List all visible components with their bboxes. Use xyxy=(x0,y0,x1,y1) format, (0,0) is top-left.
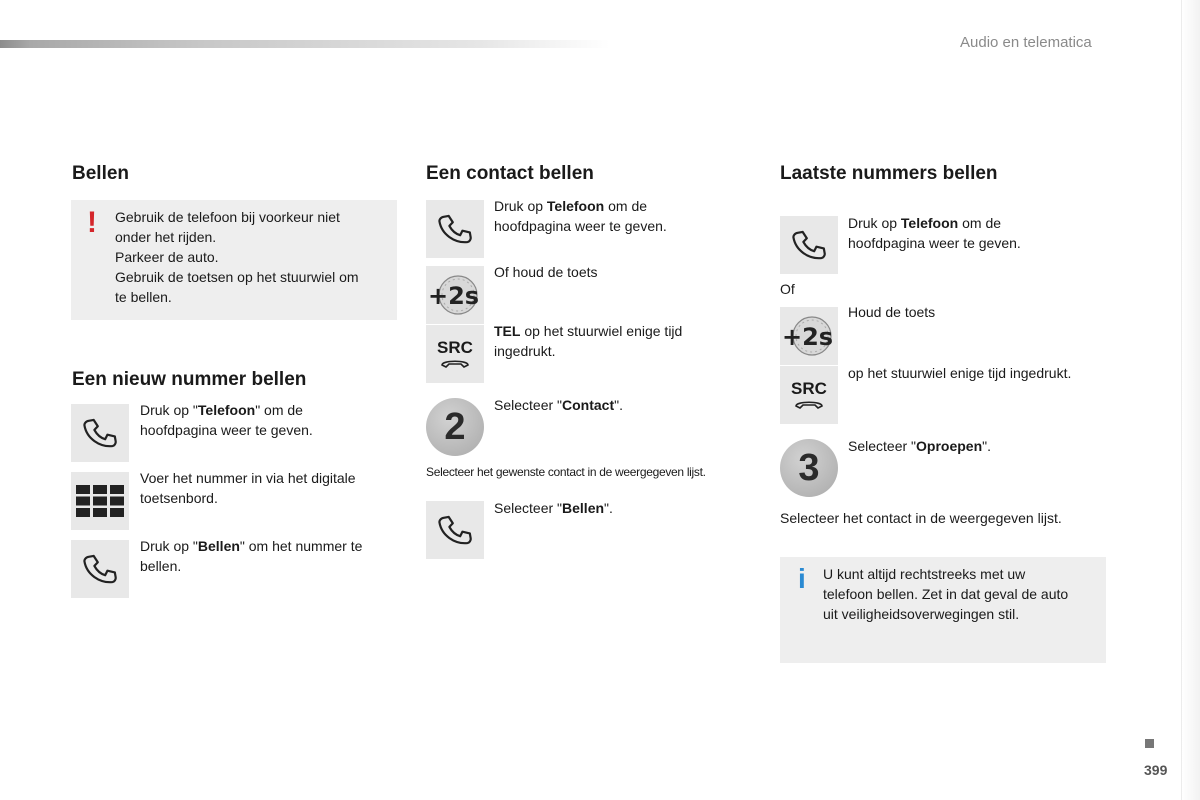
info-icon: i xyxy=(798,563,806,594)
step-number-3: 3 xyxy=(780,439,838,497)
section-title: Audio en telematica xyxy=(960,34,1092,51)
src-tel-icon: SRC xyxy=(780,366,838,424)
heading-bellen: Bellen xyxy=(72,163,130,184)
svg-text:+2s: +2s xyxy=(782,323,834,351)
phone-icon xyxy=(71,404,129,462)
of-label: Of xyxy=(780,281,795,297)
note-contact-lijst: Selecteer het contact in de weergegeven lijst. xyxy=(780,510,1062,526)
step-stuurwiel: op het stuurwiel enige tijd ingedrukt. xyxy=(848,365,1072,381)
step-telefoon: Druk op Telefoon om de hoofdpagina weer te geven. xyxy=(494,198,667,234)
step-selecteer-contact: Selecteer "Contact". xyxy=(494,397,623,413)
phone-icon xyxy=(71,540,129,598)
phone-icon xyxy=(780,216,838,274)
info-text: U kunt altijd rechtstreeks met uw telefoon bellen. Zet in dat geval de auto uit veiligheidsoverwegingen stil. xyxy=(823,566,1069,622)
hold-2s-icon xyxy=(780,307,838,365)
step-number-2: 2 xyxy=(426,398,484,456)
phone-icon xyxy=(426,501,484,559)
keypad-icon xyxy=(71,472,129,530)
step-houd-toets: Houd de toets xyxy=(848,304,936,320)
page-number: 399 xyxy=(1144,762,1168,778)
note-contact-lijst: Selecteer het gewenste contact in de weergegeven lijst. xyxy=(426,465,706,479)
page-marker xyxy=(1145,739,1154,748)
warning-text: Gebruik de telefoon bij voorkeur niet onder het rijden. Parkeer de auto. Gebruik de toetsen op het stuurwiel om te bellen. xyxy=(115,209,359,305)
warning-icon: ! xyxy=(87,206,97,239)
step-selecteer-oproepen: Selecteer "Oproepen". xyxy=(848,438,991,454)
step-houd-toets: Of houd de toets xyxy=(494,264,598,280)
src-tel-icon: SRC xyxy=(426,325,484,383)
heading-laatste-nummers: Laatste nummers bellen xyxy=(780,163,998,184)
svg-text:+2s: +2s xyxy=(428,282,480,310)
step-toetsenbord: Voer het nummer in via het digitale toetsenbord. xyxy=(140,470,356,506)
step-tel-stuurwiel: TEL op het stuurwiel enige tijd ingedrukt. xyxy=(494,323,683,359)
page-edge xyxy=(1181,0,1200,800)
header-bar xyxy=(0,40,610,48)
step-bellen: Druk op "Bellen" om het nummer te bellen. xyxy=(140,538,363,574)
step-telefoon: Druk op Telefoon om de hoofdpagina weer te geven. xyxy=(848,215,1021,251)
info-box xyxy=(780,557,1106,663)
heading-contact-bellen: Een contact bellen xyxy=(426,163,594,184)
heading-nieuw-nummer: Een nieuw nummer bellen xyxy=(72,369,307,390)
hold-2s-icon xyxy=(426,266,484,324)
step-selecteer-bellen: Selecteer "Bellen". xyxy=(494,500,613,516)
step-telefoon: Druk op "Telefoon" om de hoofdpagina weer te geven. xyxy=(140,402,313,438)
warning-box xyxy=(71,200,397,320)
phone-icon xyxy=(426,200,484,258)
